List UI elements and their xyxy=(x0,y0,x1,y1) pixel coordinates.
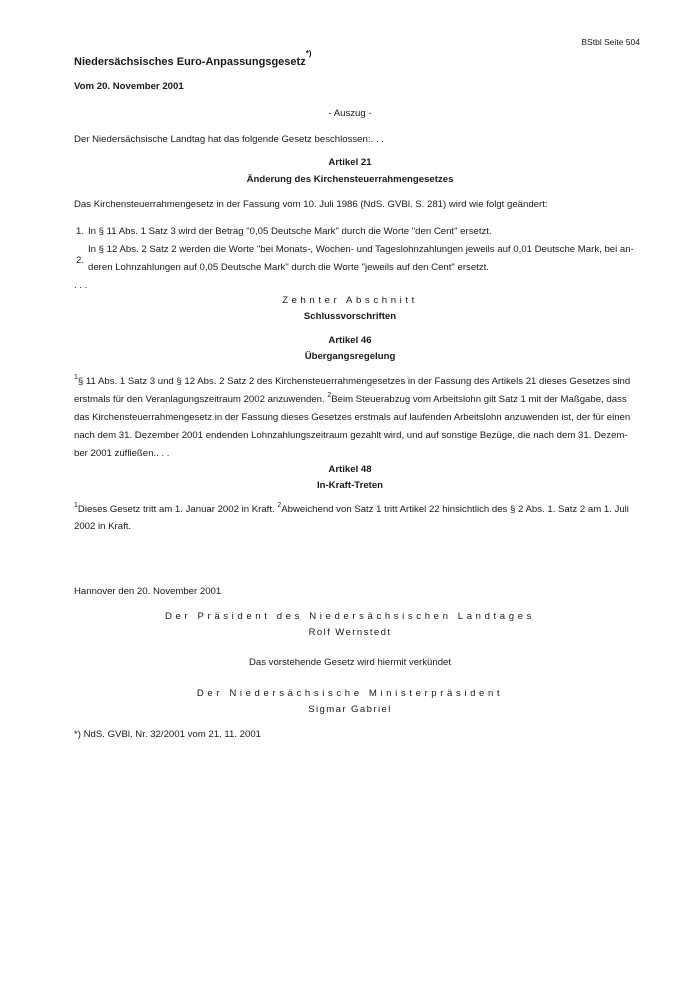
article21-intro: Das Kirchensteuerrahmengesetz in der Fassung vom 10. Juli 1986 (NdS. GVBl. S. 281) wird wie folgt geändert: xyxy=(74,199,548,210)
signature-name: Sigmar Gabriel xyxy=(308,704,392,715)
sentence-number: 2 xyxy=(277,502,282,509)
signature-name: Rolf Wernstedt xyxy=(308,627,392,638)
preamble: Der Niedersächsische Landtag hat das folgende Gesetz beschlossen:. . . xyxy=(74,134,384,145)
article46-line: $^1$§ 11 Abs. 1 Satz 3 und § 12 Abs. 2 Satz 2 des Kirchensteuerrahmengesetzes in der Fassung des Artikels 21 dieses Gesetzes sind xyxy=(74,374,631,387)
article48-title: Artikel 48 xyxy=(328,464,372,475)
title-footnote-mark: *) xyxy=(305,49,312,58)
ellipsis: . . . xyxy=(74,280,88,291)
document-title xyxy=(74,49,312,68)
section-title: Zehnter Abschnitt xyxy=(282,295,418,306)
excerpt-label: - Auszug - xyxy=(328,108,372,119)
list-item-text-cont: deren Lohnzahlungen auf 0,05 Deutsche Mark" durch die Worte "jeweils auf den Cent" ersetzt. xyxy=(88,262,489,273)
article46-line: nach dem 31. Dezember 2001 endenden Lohnzahlungszeitraum gezahlt wird, und auf sonstige Bezüge, die nach dem 31. Dezem- xyxy=(74,430,628,441)
date-line: Vom 20. November 2001 xyxy=(74,81,184,92)
footnote: *) NdS. GVBl. Nr. 32/2001 vom 21. 11. 2001 xyxy=(74,729,262,740)
article48-subtitle: In-Kraft-Treten xyxy=(316,480,384,491)
list-item-text: In § 12 Abs. 2 Satz 2 werden die Worte "bei Monats-, Wochen- und Tageslohnzahlungen jeweils auf 0,01 Deutsche Mark, bei an- xyxy=(88,244,634,255)
title-text: Niedersächsisches Euro-Anpassungsgesetz xyxy=(74,56,306,68)
section-subtitle: Schlussvorschriften xyxy=(303,311,397,322)
place-date: Hannover den 20. November 2001 xyxy=(74,586,222,597)
article46-line: ber 2001 zufließen.. . . xyxy=(74,448,170,459)
article48-line: $^1$Dieses Gesetz tritt am 1. Januar 2002 in Kraft. $^2$Abweichend von Satz 1 tritt Artikel 22 hinsichtlich des § 2 Abs. 1. Satz 2 am 1. Juli xyxy=(74,502,629,515)
article21-title: Artikel 21 xyxy=(328,157,372,168)
list-item-number: 1. xyxy=(76,226,85,237)
list-item-number: 2. xyxy=(76,255,85,266)
article46-line: das Kirchensteuerrahmengesetz in der Fassung dieses Gesetzes erstmals auf laufenden Arbeitslohn anzuwenden ist, der für einen xyxy=(74,412,631,423)
page-reference: BStbl Seite 504 xyxy=(581,37,640,47)
article48-line: 2002 in Kraft. xyxy=(74,521,132,532)
article21-subtitle: Änderung des Kirchensteuerrahmengesetzes xyxy=(246,174,454,185)
sentence-number: 2 xyxy=(327,392,332,399)
signature-role: Der Niedersächsische Ministerpräsident xyxy=(196,688,504,699)
sentence-number: 1 xyxy=(74,502,78,509)
article46-subtitle: Übergangsregelung xyxy=(304,351,396,362)
promulgation: Das vorstehende Gesetz wird hiermit verkündet xyxy=(248,657,452,668)
list-item-text: In § 11 Abs. 1 Satz 3 wird der Betrag "0,05 Deutsche Mark" durch die Worte "den Cent" ersetzt. xyxy=(88,226,492,237)
signature-role: Der Präsident des Niedersächsischen Landtages xyxy=(165,611,535,622)
sentence-number: 1 xyxy=(74,374,78,381)
article46-title: Artikel 46 xyxy=(328,335,372,346)
article46-line: erstmals für den Veranlagungszeitraum 2002 anzuwenden. $^2$Beim Steuerabzug vom Arbeitslohn gilt Satz 1 mit der Maßgabe, dass xyxy=(74,392,627,405)
